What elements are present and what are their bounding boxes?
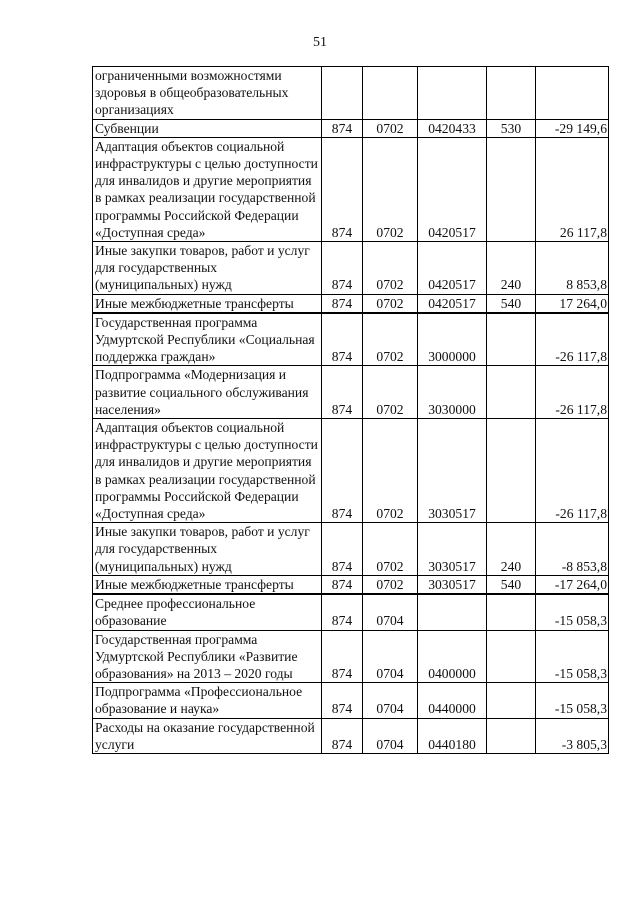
row-name: Государственная программа Удмуртской Республики «Развитие образования» на 2013 – 2020 годы — [93, 630, 322, 683]
row-vr — [487, 137, 536, 241]
row-ved: 874 — [322, 137, 363, 241]
row-vr — [487, 313, 536, 366]
row-csr: 3000000 — [418, 313, 487, 366]
row-name: Субвенции — [93, 119, 322, 137]
table-row — [93, 242, 609, 295]
row-rzpr: 0704 — [363, 718, 418, 753]
row-ved: 874 — [322, 313, 363, 366]
row-name: Иные межбюджетные трансферты — [93, 575, 322, 594]
row-sum: -15 058,3 — [536, 630, 609, 683]
row-vr: 240 — [487, 242, 536, 295]
row-csr: 3030000 — [418, 366, 487, 419]
row-sum: 17 264,0 — [536, 294, 609, 313]
row-sum — [536, 67, 609, 120]
row-name: Адаптация объектов социальной инфраструктуры с целью доступности для инвалидов и другие мероприятия в рамках реализации государственной программы Российской Федерации «Доступная среда» — [93, 419, 322, 523]
row-vr — [487, 419, 536, 523]
row-rzpr — [363, 67, 418, 120]
row-name: Иные закупки товаров, работ и услуг для государственных (муниципальных) нужд — [93, 523, 322, 576]
row-csr: 0440180 — [418, 718, 487, 753]
row-name: ограниченными возможностями здоровья в общеобразовательных организациях — [93, 67, 322, 120]
table-row — [93, 294, 609, 313]
row-ved: 874 — [322, 718, 363, 753]
table-row — [93, 119, 609, 137]
row-sum: 26 117,8 — [536, 137, 609, 241]
row-name: Государственная программа Удмуртской Республики «Социальная поддержка граждан» — [93, 313, 322, 366]
row-vr: 530 — [487, 119, 536, 137]
row-rzpr: 0702 — [363, 294, 418, 313]
row-csr: 3030517 — [418, 575, 487, 594]
row-sum: -26 117,8 — [536, 419, 609, 523]
table-row — [93, 594, 609, 630]
row-vr — [487, 366, 536, 419]
row-rzpr: 0704 — [363, 630, 418, 683]
row-csr: 0420433 — [418, 119, 487, 137]
row-csr: 0440000 — [418, 683, 487, 718]
row-sum: -26 117,8 — [536, 366, 609, 419]
row-ved: 874 — [322, 683, 363, 718]
row-ved: 874 — [322, 575, 363, 594]
row-ved: 874 — [322, 366, 363, 419]
row-vr — [487, 683, 536, 718]
row-rzpr: 0702 — [363, 242, 418, 295]
row-rzpr: 0702 — [363, 366, 418, 419]
row-sum: -17 264,0 — [536, 575, 609, 594]
row-sum: 8 853,8 — [536, 242, 609, 295]
row-vr — [487, 630, 536, 683]
table-row — [93, 67, 609, 120]
table-row — [93, 366, 609, 419]
row-csr: 0420517 — [418, 137, 487, 241]
row-vr: 540 — [487, 294, 536, 313]
row-name: Подпрограмма «Модернизация и развитие социального обслуживания населения» — [93, 366, 322, 419]
row-vr — [487, 718, 536, 753]
table-row — [93, 523, 609, 576]
table-row — [93, 575, 609, 594]
row-vr — [487, 594, 536, 630]
table-row — [93, 718, 609, 753]
budget-table — [92, 66, 609, 754]
row-rzpr: 0704 — [363, 594, 418, 630]
row-ved: 874 — [322, 119, 363, 137]
table-row — [93, 313, 609, 366]
row-ved: 874 — [322, 630, 363, 683]
row-csr: 3030517 — [418, 419, 487, 523]
row-vr: 240 — [487, 523, 536, 576]
row-vr: 540 — [487, 575, 536, 594]
row-rzpr: 0702 — [363, 119, 418, 137]
row-csr: 0420517 — [418, 242, 487, 295]
table-row — [93, 137, 609, 241]
row-rzpr: 0704 — [363, 683, 418, 718]
row-name: Подпрограмма «Профессиональное образование и наука» — [93, 683, 322, 718]
row-name: Адаптация объектов социальной инфраструктуры с целью доступности для инвалидов и другие мероприятия в рамках реализации государственной программы Российской Федерации «Доступная среда» — [93, 137, 322, 241]
row-sum: -29 149,6 — [536, 119, 609, 137]
row-rzpr: 0702 — [363, 575, 418, 594]
row-csr: 0420517 — [418, 294, 487, 313]
row-name: Расходы на оказание государственной услуги — [93, 718, 322, 753]
table-row — [93, 683, 609, 718]
row-ved: 874 — [322, 294, 363, 313]
row-vr — [487, 67, 536, 120]
row-sum: -26 117,8 — [536, 313, 609, 366]
row-sum: -15 058,3 — [536, 683, 609, 718]
row-ved — [322, 67, 363, 120]
table-row — [93, 630, 609, 683]
row-ved: 874 — [322, 594, 363, 630]
row-csr: 3030517 — [418, 523, 487, 576]
row-rzpr: 0702 — [363, 419, 418, 523]
row-ved: 874 — [322, 419, 363, 523]
row-ved: 874 — [322, 242, 363, 295]
row-rzpr: 0702 — [363, 523, 418, 576]
row-csr — [418, 67, 487, 120]
row-rzpr: 0702 — [363, 137, 418, 241]
row-csr: 0400000 — [418, 630, 487, 683]
row-name: Среднее профессиональное образование — [93, 594, 322, 630]
row-csr — [418, 594, 487, 630]
row-rzpr: 0702 — [363, 313, 418, 366]
row-sum: -15 058,3 — [536, 594, 609, 630]
row-name: Иные закупки товаров, работ и услуг для государственных (муниципальных) нужд — [93, 242, 322, 295]
page-number: 51 — [313, 35, 327, 50]
row-sum: -8 853,8 — [536, 523, 609, 576]
row-name: Иные межбюджетные трансферты — [93, 294, 322, 313]
table-row — [93, 419, 609, 523]
row-sum: -3 805,3 — [536, 718, 609, 753]
row-ved: 874 — [322, 523, 363, 576]
